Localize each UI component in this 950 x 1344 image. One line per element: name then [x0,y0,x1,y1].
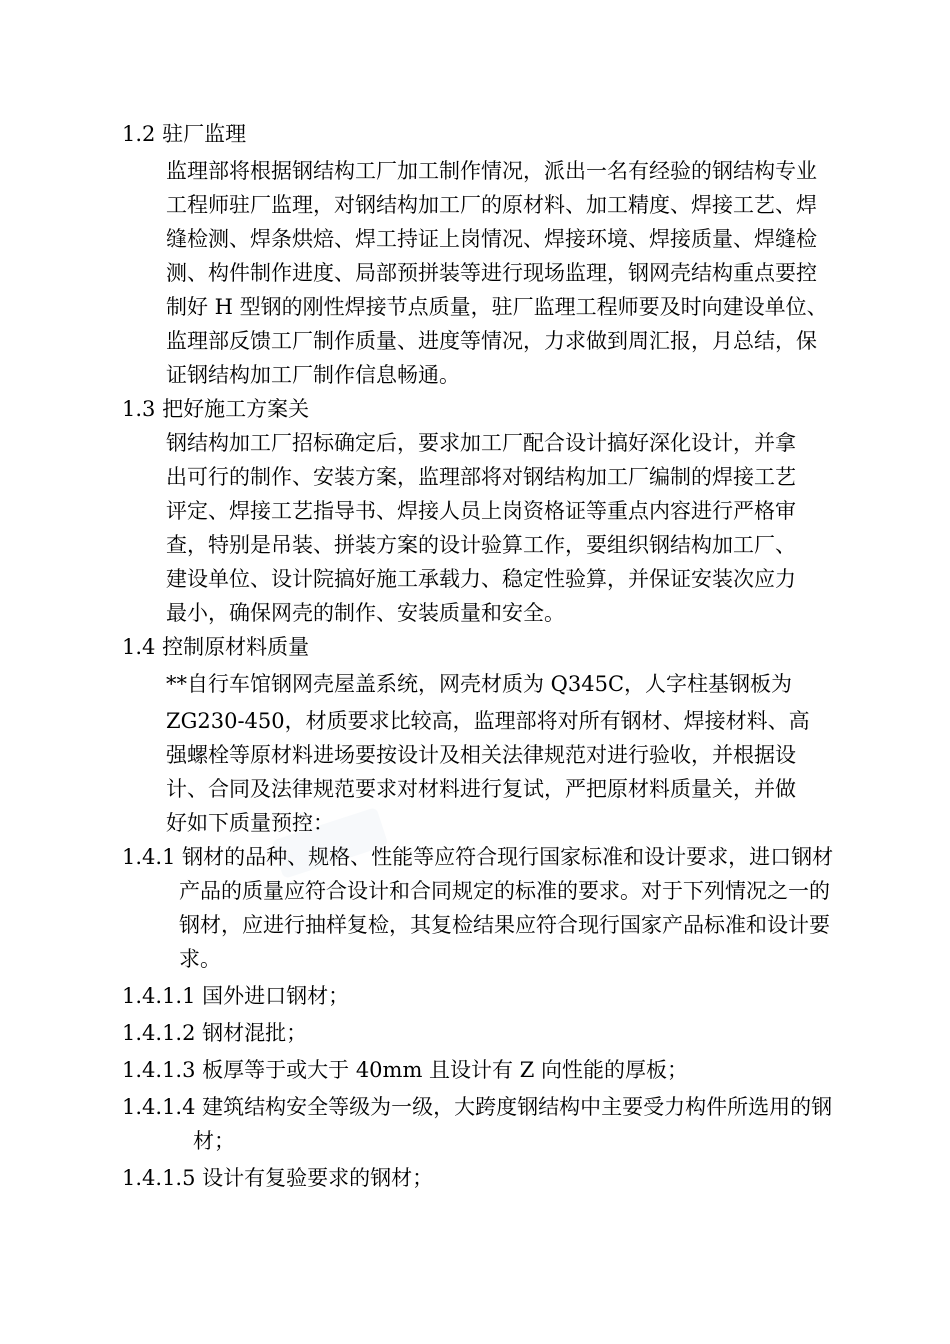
paragraph-line: 产品的质量应符合设计和合同规定的标准的要求。对于下列情况之一的 [179,879,830,903]
list-item-1-4-1-2: 1.4.1.2 钢材混批； [122,1021,308,1045]
paragraph-line: 计、合同及法律规范要求对材料进行复试，严把原材料质量关，并做 [166,777,796,801]
paragraph-line: ZG230-450，材质要求比较高，监理部将对所有钢材、焊接材料、高 [166,709,810,733]
paragraph-line: 缝检测、焊条烘焙、焊工持证上岗情况、焊接环境、焊接质量、焊缝检 [166,227,817,251]
subsection-1-4-1: 1.4.1 钢材的品种、规格、性能等应符合现行国家标准和设计要求，进口钢材 [122,845,834,869]
paragraph-line: 测、构件制作进度、局部预拼装等进行现场监理，钢网壳结构重点要控 [166,261,817,285]
paragraph-line: 制好 H 型钢的刚性焊接节点质量，驻厂监理工程师要及时向建设单位、 [166,295,828,319]
section-heading-1-3: 1.3 把好施工方案关 [122,397,310,421]
list-item-1-4-1-4-cont: 材； [193,1129,235,1153]
paragraph-line: 查，特别是吊装、拼装方案的设计验算工作，要组织钢结构加工厂、 [166,533,796,557]
paragraph-line: 监理部反馈工厂制作质量、进度等情况，力求做到周汇报，月总结，保 [166,329,817,353]
list-item-1-4-1-3: 1.4.1.3 板厚等于或大于 40mm 且设计有 Z 向性能的厚板； [122,1058,688,1082]
paragraph-line: 证钢结构加工厂制作信息畅通。 [166,363,460,387]
section-heading-1-4: 1.4 控制原材料质量 [122,635,310,659]
paragraph-line: 求。 [179,947,221,971]
paragraph-line: 出可行的制作、安装方案，监理部将对钢结构加工厂编制的焊接工艺 [166,465,796,489]
list-item-1-4-1-5: 1.4.1.5 设计有复验要求的钢材； [122,1166,434,1190]
paragraph-line: 最小，确保网壳的制作、安装质量和安全。 [166,601,565,625]
list-item-1-4-1-1: 1.4.1.1 国外进口钢材； [122,984,350,1008]
paragraph-line: 监理部将根据钢结构工厂加工制作情况，派出一名有经验的钢结构专业 [166,159,817,183]
paragraph-line: 工程师驻厂监理，对钢结构加工厂的原材料、加工精度、焊接工艺、焊 [166,193,817,217]
paragraph-line: **自行车馆钢网壳屋盖系统，网壳材质为 Q345C，人字柱基钢板为 [166,672,793,696]
paragraph-line: 钢材，应进行抽样复检，其复检结果应符合现行国家产品标准和设计要 [179,913,830,937]
section-heading-1-2: 1.2 驻厂监理 [122,122,247,146]
paragraph-line: 评定、焊接工艺指导书、焊接人员上岗资格证等重点内容进行严格审 [166,499,796,523]
paragraph-line: 建设单位、设计院搞好施工承载力、稳定性验算，并保证安装次应力 [166,567,796,591]
list-item-1-4-1-4: 1.4.1.4 建筑结构安全等级为一级，大跨度钢结构中主要受力构件所选用的钢 [122,1095,833,1119]
paragraph-line: 强螺栓等原材料进场要按设计及相关法律规范对进行验收，并根据设 [166,743,796,767]
paragraph-line: 钢结构加工厂招标确定后，要求加工厂配合设计搞好深化设计，并拿 [166,431,796,455]
paragraph-line: 好如下质量预控： [166,811,334,835]
